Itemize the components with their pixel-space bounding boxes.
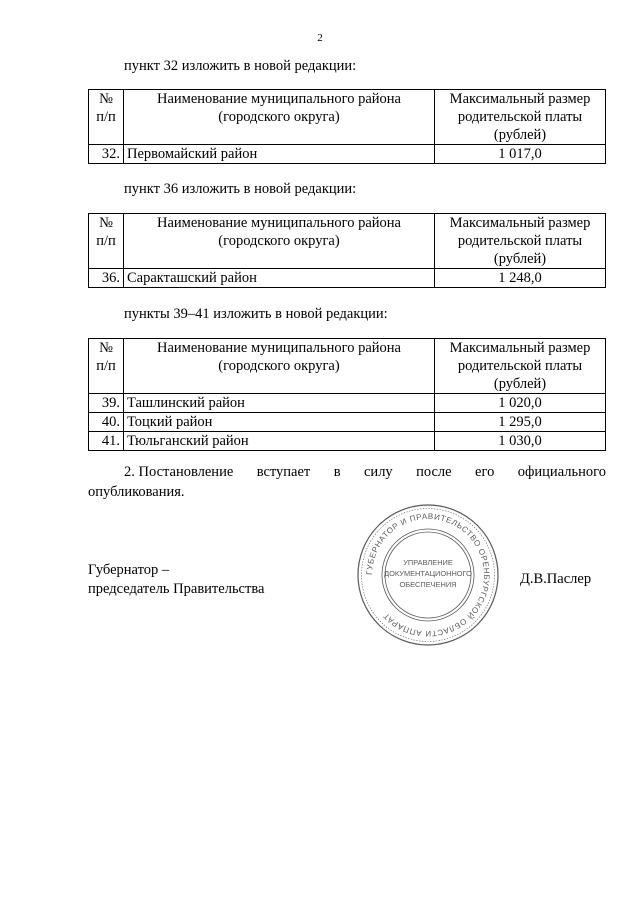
row-value: 1 017,0 <box>435 145 606 164</box>
table-row <box>89 394 606 413</box>
table-header-row <box>89 339 606 394</box>
header-name: Наименование муниципального района (городского округа) <box>124 214 435 269</box>
header-no: № п/п <box>89 90 124 145</box>
table-row <box>89 269 606 288</box>
header-max: Максимальный размер родительской платы (рублей) <box>435 214 606 269</box>
page-number: 2 <box>317 32 323 44</box>
seal-outer-text: ГУБЕРНАТОР И ПРАВИТЕЛЬСТВО ОРЕНБУРГСКОЙ ОБЛАСТИ АППАРАТ <box>364 511 492 639</box>
closing-word: в <box>333 464 341 480</box>
official-seal <box>355 502 501 648</box>
amendment-table-36 <box>88 213 606 288</box>
closing-word: силу <box>364 464 393 480</box>
row-value: 1 248,0 <box>435 269 606 288</box>
row-district: Саракташский район <box>124 269 435 288</box>
amendment-intro-32: пункт 32 изложить в новой редакции: <box>124 58 357 74</box>
signatory-title <box>88 561 264 599</box>
row-value: 1 020,0 <box>435 394 606 413</box>
table-row <box>89 432 606 451</box>
row-value: 1 030,0 <box>435 432 606 451</box>
seal-inner-line-2: ДОКУМЕНТАЦИОННОГО <box>384 569 472 578</box>
amendment-intro-36: пункт 36 изложить в новой редакции: <box>124 181 357 197</box>
seal-inner-line-1: УПРАВЛЕНИЕ <box>403 558 453 567</box>
row-number: 39. <box>89 394 124 413</box>
row-value: 1 295,0 <box>435 413 606 432</box>
header-name: Наименование муниципального района (городского округа) <box>124 90 435 145</box>
header-max: Максимальный размер родительской платы (рублей) <box>435 339 606 394</box>
table-row <box>89 145 606 164</box>
header-name: Наименование муниципального района (городского округа) <box>124 339 435 394</box>
header-no: № п/п <box>89 214 124 269</box>
row-district: Тюльганский район <box>124 432 435 451</box>
row-district: Тоцкий район <box>124 413 435 432</box>
closing-line-1 <box>88 462 606 482</box>
amendment-intro-39-41: пункты 39–41 изложить в новой редакции: <box>124 306 388 322</box>
header-max: Максимальный размер родительской платы (рублей) <box>435 90 606 145</box>
amendment-table-39-41 <box>88 338 606 451</box>
row-district: Ташлинский район <box>124 394 435 413</box>
table-row <box>89 413 606 432</box>
row-number: 41. <box>89 432 124 451</box>
seal-inner-line-3: ОБЕСПЕЧЕНИЯ <box>399 580 457 589</box>
table-header-row <box>89 90 606 145</box>
signatory-title-line-1: Губернатор – <box>88 562 170 578</box>
row-district: Первомайский район <box>124 145 435 164</box>
signatory-name: Д.В.Паслер <box>520 571 592 587</box>
closing-word: официального <box>517 464 606 480</box>
signatory-title-line-2: председатель Правительства <box>88 581 265 597</box>
closing-word: после <box>416 464 452 480</box>
closing-word: его <box>475 464 495 480</box>
closing-line-2: опубликования. <box>88 484 185 500</box>
seal-graphic <box>355 502 501 648</box>
table-header-row <box>89 214 606 269</box>
row-number: 40. <box>89 413 124 432</box>
row-number: 32. <box>89 145 124 164</box>
closing-word: 2. Постановление <box>124 464 234 480</box>
header-no: № п/п <box>89 339 124 394</box>
closing-word: вступает <box>256 464 311 480</box>
closing-paragraph <box>88 462 606 502</box>
amendment-table-32 <box>88 89 606 164</box>
row-number: 36. <box>89 269 124 288</box>
